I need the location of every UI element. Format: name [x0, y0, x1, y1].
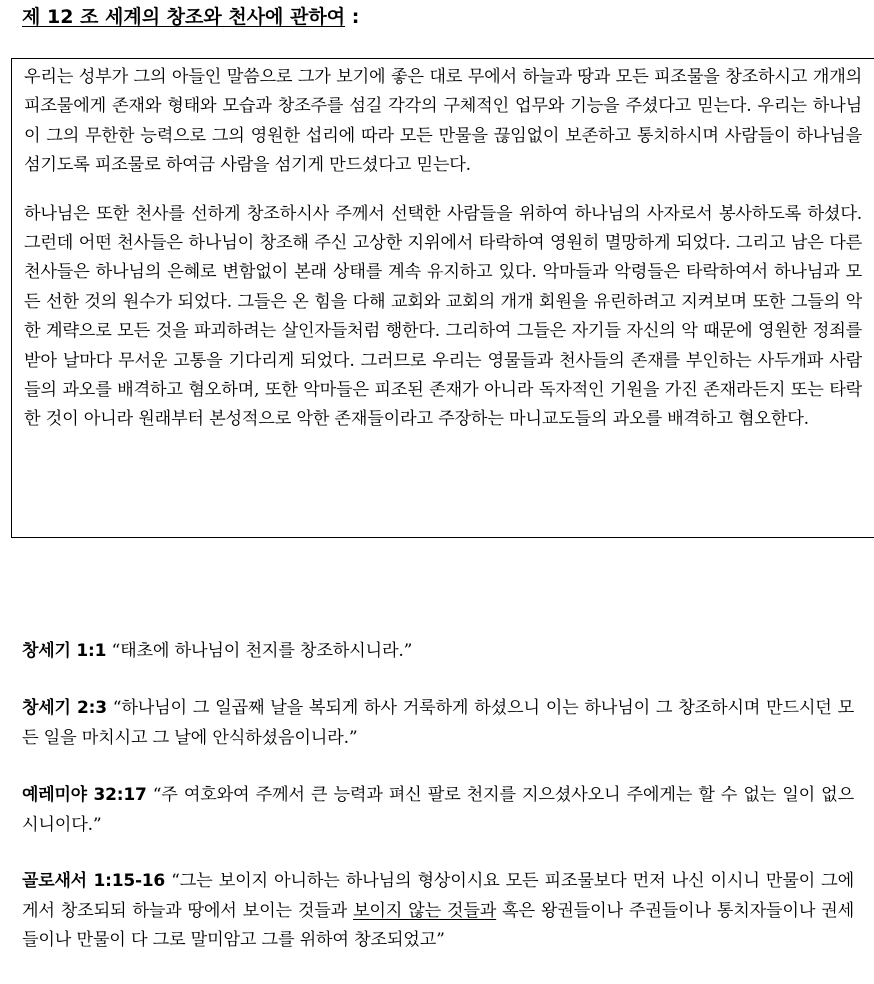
- verse-text: “하나님이 그 일곱째 날을 복되게 하사 거룩하게 하셨으니 이는 하나님이 그 창조하시며 만드시던 모든 일을 마치시고 그 날에 안식하셨음이니라.”: [22, 698, 854, 748]
- verse-text: “주 여호와여 주께서 큰 능력과 펴신 팔로 천지를 지으셨사오니 주에게는 할 수 없는 일이 없으시니이다.”: [22, 785, 854, 835]
- verse-text: “그는 보이지 아니하는 하나님의 형상이시요 모든 피조물보다 먼저 나신 이시니 만물이 그에게서 창조되되 하늘과 땅에서 보이는 것들과: [22, 871, 854, 921]
- verse-underlined-phrase: 보이지 않는 것들과: [353, 900, 497, 921]
- article-paragraph-creation: 우리는 성부가 그의 아들인 말씀으로 그가 보기에 좋은 대로 무에서 하늘과 땅과 모든 피조물을 창조하시고 개개의 피조물에게 존재와 형태와 모습과 창조주를 섬길 각각의 구체적인 업무와 기능을 주셨다고 믿는다. 우리는 하나님이 그의 무한한 능력으로 그의 영원한 섭리에 따라 모든 만물을 끊임없이 보존하고 통치하시며 사람들이 하나님을 섬기도록 피조물로 하여금 사람을 섬기게 만드셨다고 믿는다.: [24, 67, 862, 176]
- article-heading: [22, 4, 359, 30]
- verse-reference: 예레미야 32:17: [22, 785, 147, 805]
- verse-jeremiah-32-17: [22, 781, 854, 840]
- verse-genesis-1-1: [22, 637, 854, 667]
- verse-text: “태초에 하나님이 천지를 창조하시니라.”: [106, 641, 413, 661]
- article-heading-title: 제 12 조 세계의 창조와 천사에 관하여: [22, 6, 346, 28]
- verse-reference: 창세기 2:3: [22, 698, 107, 718]
- verse-reference: 골로새서 1:15-16: [22, 871, 166, 891]
- article-heading-colon: :: [345, 6, 360, 28]
- verse-genesis-2-3: [22, 694, 854, 753]
- article-paragraph-angels: 하나님은 또한 천사를 선하게 창조하시사 주께서 선택한 사람들을 위하여 하나님의 사자로서 봉사하도록 하셨다. 그런데 어떤 천사들은 하나님이 창조해 주신 고상한 지위에서 타락하여 영원히 멸망하게 되었다. 그리고 남은 다른 천사들은 하나님의 은혜로 변함없이 본래 상태를 계속 유지하고 있다. 악마들과 악령들은 타락하여서 하나님과 모든 선한 것의 원수가 되었다. 그들은 온 힘을 다해 교회와 교회의 개개 회원을 유린하려고 지켜보며 또한 그들의 악한 계략으로 모든 것을 파괴하려는 살인자들처럼 행한다. 그리하여 그들은 자기들 자신의 악 때문에 영원한 정죄를 받아 날마다 무서운 고통을 기다리게 되었다. 그러므로 우리는 영물들과 천사들의 존재를 부인하는 사두개파 사람들의 과오를 배격하고 혐오하며, 또한 악마들은 피조된 존재가 아니라 독자적인 기원을 가진 존재라든지 또는 타락한 것이 아니라 원래부터 본성적으로 악한 존재들이라고 주장하는 마니교도들의 과오를 배격하고 혐오한다.: [24, 203, 862, 430]
- verse-reference: 창세기 1:1: [22, 641, 107, 661]
- article-text-box: [11, 58, 874, 538]
- verse-text: 혹은 왕권들이나 주권들이나 통치자들이나 권세들이나 만물이 다 그로 말미암고 그를 위하여 창조되었고”: [22, 900, 854, 951]
- verse-colossians-1-15-16: [22, 867, 854, 956]
